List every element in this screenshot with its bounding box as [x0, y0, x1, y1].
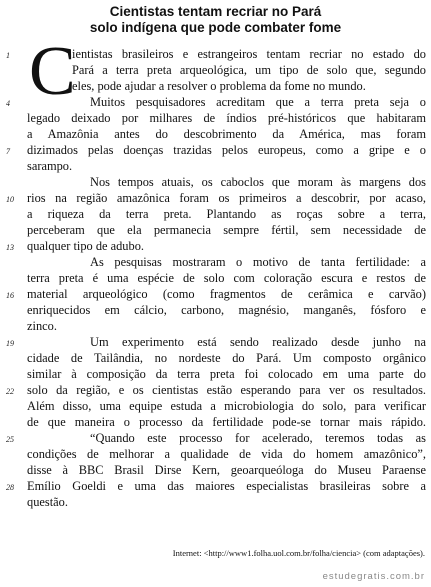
- text-line: qualquer tipo de adubo.: [27, 239, 144, 253]
- text-line: cidade de Tailândia, no nordeste do Pará. Um composto orgânico: [27, 351, 426, 365]
- title-line-1: Cientistas tentam recriar no Pará: [109, 4, 322, 19]
- text-line: terra preta é uma espécie de solo com coloração escura e restos de: [27, 271, 426, 285]
- text-line: Pará a terra preta arqueológica, um tipo de solo que, segundo: [72, 63, 426, 77]
- text-line: eles, pode ajudar a resolver o problema da fome no mundo.: [72, 79, 366, 93]
- text-line: material arqueológico (como fragmentos de cerâmica e carvão): [27, 287, 426, 301]
- text-line: ientistas brasileiros e estrangeiros tentam recriar no estado do: [72, 47, 426, 61]
- line-number: 10: [6, 195, 14, 204]
- text-line: Nos tempos atuais, os caboclos que moram às margens dos: [90, 175, 426, 189]
- text-line: Um experimento está sendo realizado desde junho na: [90, 335, 426, 349]
- text-line: disse à BBC Brasil Dirse Kern, geoarqueóloga do Museu Paraense: [27, 463, 426, 477]
- line-number: 28: [6, 483, 14, 492]
- text-line: condições de melhorar a qualidade de vida do homem amazônico”,: [27, 447, 426, 461]
- line-number: 22: [6, 387, 14, 396]
- text-line: perceberam que ela permanecia sempre fértil, sem necessidade de: [27, 223, 426, 237]
- text-line: Além disso, uma equipe estuda a microbiologia do solo, para verificar: [27, 399, 426, 413]
- text-line: solo da região, e os cientistas estão esperando para ver os resultados.: [27, 383, 426, 397]
- line-number: 25: [6, 435, 14, 444]
- title-line-2: solo indígena que pode combater fome: [89, 20, 342, 35]
- text-line: de que maneira o processo da fertilidade pode-se tornar mais rápido.: [27, 415, 426, 429]
- text-line: Emílio Goeldi e uma das maiores especialistas brasileiras sobre a: [27, 479, 426, 493]
- drop-cap: C: [29, 33, 76, 110]
- text-line: a Amazônia antes do descobrimento da América, mas foram: [27, 127, 426, 141]
- text-line: “Quando este processo for acelerado, teremos todas as: [90, 431, 426, 445]
- text-line: Muitos pesquisadores acreditam que a terra preta seja o: [90, 95, 426, 109]
- text-line: zinco.: [27, 319, 57, 333]
- line-number: 7: [6, 147, 10, 156]
- site-watermark: estudegratis.com.br: [322, 571, 425, 582]
- text-line: questão.: [27, 495, 68, 509]
- source-citation: Internet: <http://www1.folha.uol.com.br/folha/ciencia> (com adaptações).: [172, 548, 425, 558]
- text-line: enriquecidos em cálcio, carbono, magnésio, manganês, fósforo e: [27, 303, 426, 317]
- line-number: 19: [6, 339, 14, 348]
- text-line: dizimados pelas doenças trazidas pelos europeus, como a gripe e o: [27, 143, 426, 157]
- article-title: [0, 4, 431, 36]
- text-line: similar à composição da terra preta foi colocado em uma parte do: [27, 367, 426, 381]
- text-line: a riqueza da terra preta. Plantando as roças sobre a terra,: [27, 207, 426, 221]
- line-number: 1: [6, 51, 10, 60]
- text-line: As pesquisas mostraram o motivo de tanta fertilidade: a: [90, 255, 426, 269]
- text-line: rios na região amazônica foram os primeiros a descobrir, por acaso,: [27, 191, 426, 205]
- line-number: 4: [6, 99, 10, 108]
- text-line: sarampo.: [27, 159, 73, 173]
- text-line: legado deixado por milhares de índios pré-históricos que habitaram: [27, 111, 426, 125]
- line-number: 16: [6, 291, 14, 300]
- line-number: 13: [6, 243, 14, 252]
